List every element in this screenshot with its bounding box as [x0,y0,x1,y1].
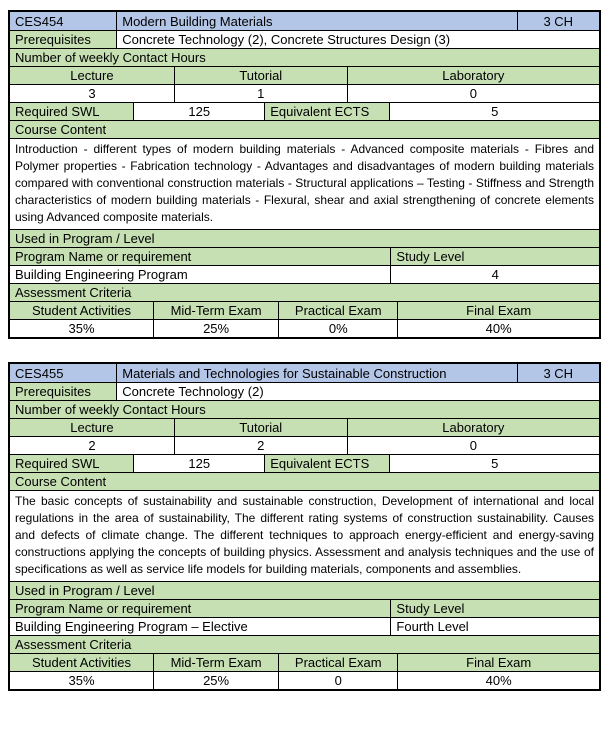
final-exam-value: 40% [397,672,599,689]
equivalent-ects-value: 5 [389,103,599,120]
equivalent-ects-label: Equivalent ECTS [264,455,389,472]
assessment-header-row [10,635,599,653]
course-table-ces454 [8,10,601,339]
laboratory-label: Laboratory [347,419,599,436]
course-table-ces455 [8,362,601,691]
required-swl-value: 125 [133,455,264,472]
course-code: CES454 [10,12,116,30]
program-values-row [10,265,599,283]
program-header-row [10,247,599,265]
midterm-exam-value: 25% [153,672,278,689]
equivalent-ects-value: 5 [389,455,599,472]
contact-hours-label: Number of weekly Contact Hours [10,401,599,418]
used-in-row [10,229,599,247]
program-name-label: Program Name or requirement [10,248,390,265]
course-content-label: Course Content [10,473,599,490]
practical-exam-value: 0 [278,672,397,689]
used-in-row [10,581,599,599]
lecture-label: Lecture [10,67,174,84]
lecture-value: 3 [88,86,96,101]
contact-columns-row [10,418,599,436]
course-content-text: Introduction - different types of modern building materials - Advanced composite materials - Fibres and Polymer properties - Fabrication technology - Advantages and disadvantages of modern building materials compared with conventional construction materials - Structural applications – Testing - Stiffness and Strength characteristics of modern building materials - Flexural, shear and axial strengthening of concrete elements using Advanced composite materials. [15,142,594,224]
course-content-row [10,490,599,581]
program-name-value: Building Engineering Program – Elective [15,619,248,634]
practical-exam-label: Practical Exam [278,302,397,319]
tutorial-value: 1 [174,85,347,102]
course-content-label: Course Content [10,121,599,138]
assessment-values-row [10,319,599,337]
prerequisites-row [10,30,599,48]
course-content-header-row [10,472,599,490]
contact-values-row [10,84,599,102]
program-name-value: Building Engineering Program [15,267,188,282]
course-title: Modern Building Materials [116,12,516,30]
lecture-value: 2 [88,438,96,453]
program-values-row [10,617,599,635]
prerequisites-value: Concrete Technology (2), Concrete Structures Design (3) [116,31,599,48]
student-activities-label: Student Activities [10,654,153,671]
course-content-text: The basic concepts of sustainability and sustainable construction, Development of international and local regulations in the area of sustainability, The different rating systems of construction sustainability. Causes and defects of climate change. The different techniques to approach energy-efficient and energy-saving constructions applying the concepts of building physics. Assessment and analysis techniques and the use of specifications as well as service life models for building materials, components and assemblies. [15,494,594,576]
assessment-columns-row [10,301,599,319]
student-activities-label: Student Activities [10,302,153,319]
midterm-exam-label: Mid-Term Exam [153,654,278,671]
course-title: Materials and Technologies for Sustainable Construction [116,364,516,382]
required-swl-label: Required SWL [10,103,133,120]
assessment-header-row [10,283,599,301]
study-level-value: 4 [390,266,599,283]
study-level-label: Study Level [390,248,599,265]
course-content-row [10,138,599,229]
practical-exam-value: 0% [278,320,397,337]
laboratory-label: Laboratory [347,67,599,84]
contact-hours-header-row [10,400,599,418]
final-exam-label: Final Exam [397,302,599,319]
contact-hours-header-row [10,48,599,66]
midterm-exam-label: Mid-Term Exam [153,302,278,319]
laboratory-value: 0 [347,437,599,454]
study-level-value: Fourth Level [390,618,599,635]
assessment-label: Assessment Criteria [10,284,599,301]
final-exam-label: Final Exam [397,654,599,671]
assessment-columns-row [10,653,599,671]
course-code: CES455 [10,364,116,382]
used-in-label: Used in Program / Level [10,230,599,247]
equivalent-ects-label: Equivalent ECTS [264,103,389,120]
tutorial-label: Tutorial [174,67,347,84]
tutorial-value: 2 [174,437,347,454]
final-exam-value: 40% [397,320,599,337]
assessment-label: Assessment Criteria [10,636,599,653]
prerequisites-label: Prerequisites [10,383,116,400]
program-header-row [10,599,599,617]
contact-columns-row [10,66,599,84]
laboratory-value: 0 [347,85,599,102]
lecture-label: Lecture [10,419,174,436]
assessment-values-row [10,671,599,689]
swl-ects-row [10,102,599,120]
credit-hours: 3 CH [517,12,599,30]
study-level-label: Study Level [390,600,599,617]
practical-exam-label: Practical Exam [278,654,397,671]
course-header-row [10,12,599,30]
student-activities-value: 35% [68,321,95,336]
midterm-exam-value: 25% [153,320,278,337]
swl-ects-row [10,454,599,472]
prerequisites-label: Prerequisites [10,31,116,48]
credit-hours: 3 CH [517,364,599,382]
program-name-label: Program Name or requirement [10,600,390,617]
contact-values-row [10,436,599,454]
course-header-row [10,364,599,382]
course-content-header-row [10,120,599,138]
contact-hours-label: Number of weekly Contact Hours [10,49,599,66]
required-swl-label: Required SWL [10,455,133,472]
used-in-label: Used in Program / Level [10,582,599,599]
prerequisites-row [10,382,599,400]
tutorial-label: Tutorial [174,419,347,436]
prerequisites-value: Concrete Technology (2) [116,383,599,400]
required-swl-value: 125 [133,103,264,120]
student-activities-value: 35% [68,673,95,688]
